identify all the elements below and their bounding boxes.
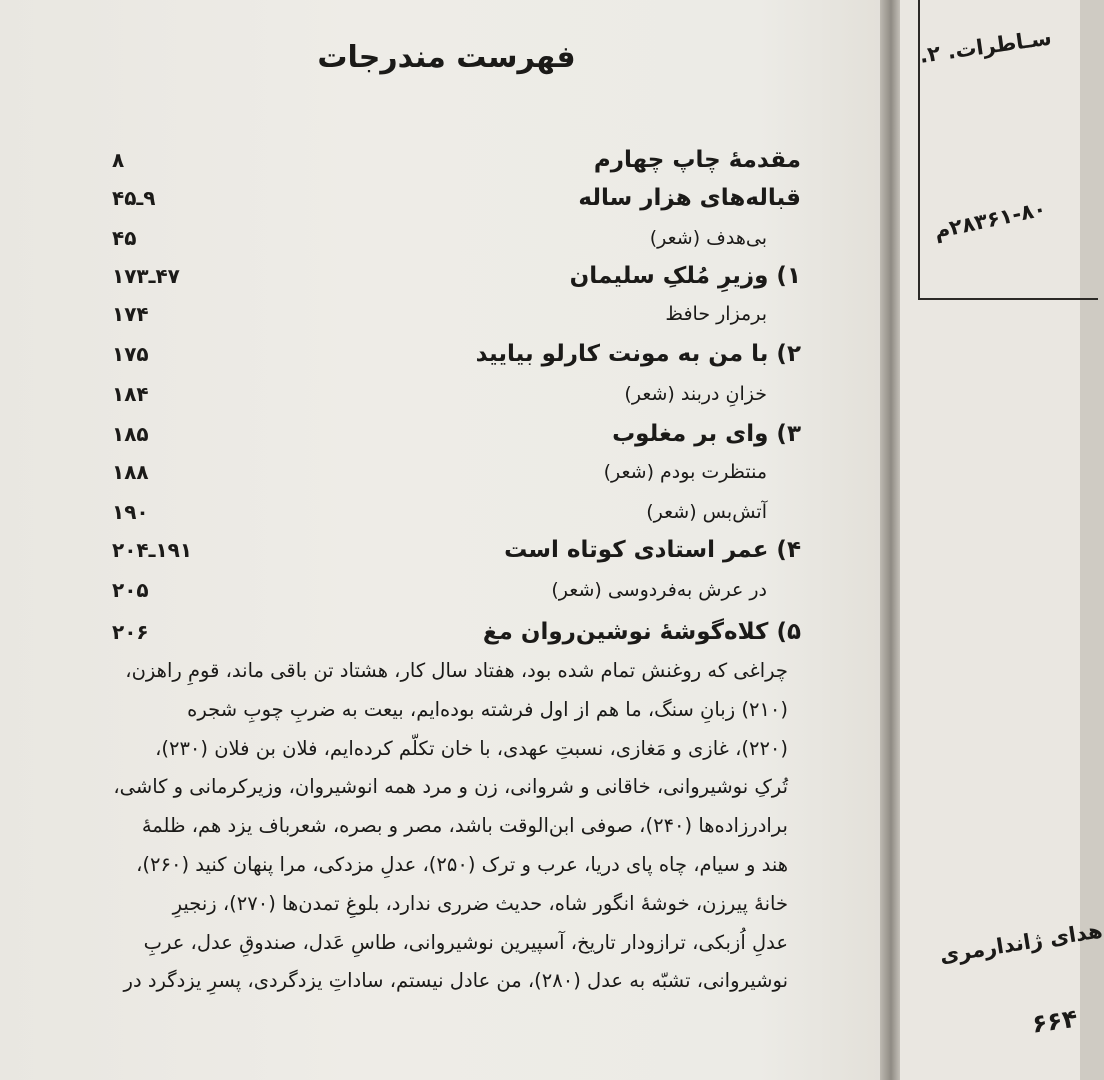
toc-entry-title: مقدمهٔ چاپ چهارم — [593, 147, 801, 173]
body-line: (۲۱۰) زبانِ سنگ، ما هم از اول فرشته بوده‌ایم، بیعت به ضربِ چوبِ شجره — [187, 697, 788, 721]
toc-page-number: ۴۵ — [112, 226, 137, 250]
body-line: نوشیروانی، تشبّه به عدل (۲۸۰)، من عادل نیستم، ساداتِ یزدگردی، پسرِ یزدگرد در — [123, 969, 788, 993]
toc-entry-title: خزانِ دربند (شعر) — [624, 383, 767, 405]
section-body-text — [100, 652, 788, 1001]
toc-page-number: ۱۷۵ — [112, 342, 149, 366]
right-page-fragment-text: هدای ژاندارمری — [938, 918, 1104, 968]
page-title: فهرست مندرجات — [317, 40, 576, 75]
body-line: خانهٔ پیرزن، خوشهٔ انگور شاه، حدیث ضرری ندارد، بلوغِ تمدن‌ها (۲۷۰)، زنجیرِ — [172, 891, 788, 915]
toc-page-number: ۲۰۶ — [112, 620, 149, 644]
body-line: هند و سیام، چاه پای دریا، عرب و ترک (۲۵۰)، عدلِ مزدکی، مرا پنهان کنید (۲۶۰)، — [136, 852, 788, 876]
body-line: تُرکِ نوشیروانی، خاقانی و شروانی، زن و مرد همه انوشیروان، وزیرکرمانی و کاشی، — [113, 775, 788, 799]
toc-entry-title: ۵) کلاه‌گوشهٔ نوشین‌روان مغ — [482, 619, 801, 645]
table-of-contents — [0, 0, 893, 650]
toc-entry-title: ۳) وای بر مغلوب — [612, 421, 801, 447]
body-line: چراغی که روغنش تمام شده بود، هفتاد سال کار، هشتاد تن باقی ماند، قومِ راهزن، — [125, 659, 788, 682]
toc-entry-title: منتظرت بودم (شعر) — [603, 461, 767, 483]
toc-row — [0, 454, 893, 490]
toc-entry-title: قباله‌های هزار ساله — [578, 185, 801, 211]
toc-row — [0, 180, 893, 216]
toc-page-number: ۴۷ـ۱۷۳ — [112, 264, 180, 288]
toc-row — [0, 416, 893, 452]
toc-row — [0, 572, 893, 608]
toc-page-number: ۸ — [112, 148, 125, 172]
toc-page-number: ۲۰۵ — [112, 578, 149, 602]
toc-row — [0, 142, 893, 178]
toc-page-number: ۱۸۸ — [112, 460, 149, 484]
toc-page-number: ۱۸۴ — [112, 382, 149, 406]
right-page-fragment-text: ۲۸۳۶۱-۸۰م — [932, 196, 1049, 244]
book-gutter — [880, 0, 902, 1080]
toc-row — [0, 220, 893, 256]
toc-page-number: ۱۹۰ — [112, 500, 149, 524]
body-line: (۲۲۰)، غازی و مَغازی، نسبتِ عهدی، با خان تکلّم کرده‌ایم، فلان بن فلان (۲۳۰)، — [155, 736, 788, 760]
right-page-fragment-text: سـاطرات. ۲. — [918, 25, 1054, 68]
toc-page-number: ۹ـ۴۵ — [112, 186, 156, 210]
toc-entry-title: بی‌هدف (شعر) — [649, 227, 767, 249]
toc-row — [0, 494, 893, 530]
toc-entry-title: ۴) عمر استادی کوتاه است — [504, 537, 801, 563]
toc-entry-title: ۱) وزیرِ مُلکِ سلیمان — [569, 263, 801, 289]
toc-row — [0, 532, 893, 568]
right-page-fragment-number: ۶۶۴ — [1030, 1003, 1080, 1039]
toc-entry-title: در عرش به‌فردوسی (شعر) — [551, 579, 767, 601]
toc-entry-title: آتش‌بس (شعر) — [646, 501, 767, 523]
toc-page-number: ۱۸۵ — [112, 422, 149, 446]
toc-page-number: ۱۷۴ — [112, 302, 149, 326]
toc-row — [0, 336, 893, 372]
toc-page-number: ۱۹۱ـ۲۰۴ — [112, 538, 193, 562]
toc-entry-title: برمزار حافظ — [665, 303, 767, 325]
toc-row — [0, 296, 893, 332]
body-line: برادرزاده‌ها (۲۴۰)، صوفی ابن‌الوقت باشد، مصر و بصره، شعرباف یزد هم، ظلمهٔ — [141, 814, 788, 838]
toc-entry-title: ۲) با من به مونت کارلو بیایید — [475, 341, 801, 367]
toc-row — [0, 376, 893, 412]
body-line: عدلِ اُزبکی، ترازودار تاریخ، آسپیرین نوشیروانی، طاسِ عَدل، صندوقِ عدل، عربِ — [143, 930, 788, 954]
toc-row — [0, 258, 893, 294]
toc-row — [0, 614, 893, 650]
